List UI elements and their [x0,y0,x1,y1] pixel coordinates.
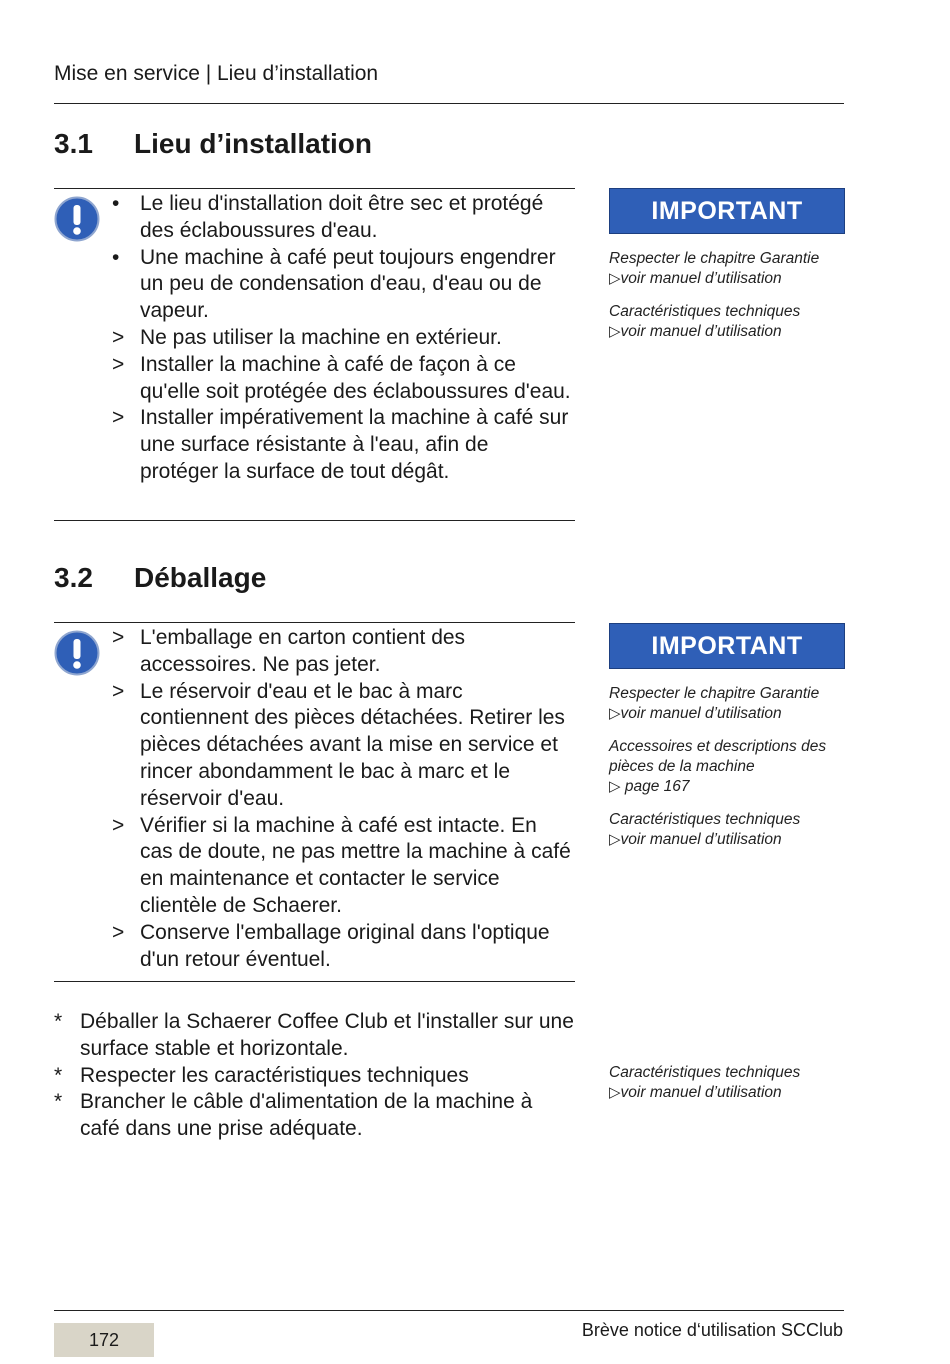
triangle-right-icon: ▷ [609,323,621,340]
side-note [609,684,849,724]
step-mark: * [54,1090,63,1114]
list-mark: > [112,920,125,944]
list-text: Installer la machine à café de façon à ce qu'elle soit protégée des éclaboussures d'eau. [140,352,571,403]
section-heading-3-2 [54,562,266,594]
note-top-rule [54,188,575,189]
step-mark: * [54,1010,63,1033]
side-note-text: Caractéristiques techniques [609,1064,801,1081]
side-note [609,810,849,850]
side-note-link[interactable]: voir manuel d’utilisation [620,705,782,722]
unpacking-list [112,625,572,973]
list-item [112,679,572,813]
list-mark: > [112,813,125,837]
list-text: Vérifier si la machine à café est intacte. En cas de doute, ne pas mettre la machine à café en maintenance et contacter le service clientèle de Schaerer. [140,813,571,917]
list-text: Conserve l'emballage original dans l'optique d'un retour éventuel. [140,920,550,971]
list-mark: • [112,245,120,269]
side-note-link[interactable]: voir manuel d’utilisation [620,323,782,340]
step-text: Déballer la Schaerer Coffee Club et l'installer sur une surface stable et horizontale. [80,1010,574,1060]
list-item [112,191,572,245]
footer-rule [54,1310,844,1311]
side-note [609,249,849,289]
step-item [54,1063,574,1090]
triangle-right-icon: ▷ [609,705,621,722]
section-title: Lieu d’installation [134,128,373,159]
list-text: L'emballage en carton contient des accessoires. Ne pas jeter. [140,626,466,676]
list-item [112,325,572,352]
side-note [609,737,849,797]
side-note [609,1063,849,1103]
section-number: 3.2 [54,562,93,593]
important-banner: IMPORTANT [609,623,845,669]
header-rule [54,103,844,104]
side-note [609,302,849,342]
step-text: Brancher le câble d'alimentation de la machine à café dans une prise adéquate. [80,1090,533,1141]
list-text: Le réservoir d'eau et le bac à marc contiennent des pièces détachées. Retirer les pièces détachées avant la mise en service et rincer abondamment le bac à marc et le réservoir d'eau. [140,679,565,810]
page-number: 172 [54,1323,154,1357]
exclamation-circle-icon [54,196,100,242]
section-heading-3-1 [54,128,372,160]
side-note-link[interactable]: voir manuel d’utilisation [620,1084,782,1101]
list-mark: > [112,406,125,430]
triangle-right-icon: ▷ [609,1084,621,1101]
list-mark: > [112,325,125,349]
list-text: Une machine à café peut toujours engendrer un peu de condensation d'eau, d'eau ou de vapeur. [140,245,556,323]
list-mark: > [112,626,125,649]
important-banner: IMPORTANT [609,188,845,234]
list-item [112,920,572,974]
list-item [112,625,572,679]
step-item [54,1009,574,1063]
step-item [54,1089,574,1143]
section-title: Déballage [134,562,267,593]
side-note-text: Caractéristiques techniques [609,303,801,320]
side-note-link[interactable]: voir manuel d’utilisation [620,270,782,287]
side-note-text: Respecter le chapitre Garantie [609,250,820,267]
list-item [112,245,572,325]
side-note-text: Respecter le chapitre Garantie [609,685,820,702]
triangle-right-icon: ▷ [609,270,621,287]
list-mark: • [112,192,120,215]
list-mark: > [112,352,125,376]
list-text: Installer impérativement la machine à café sur une surface résistante à l'eau, afin de protéger la surface de tout dégât. [140,406,569,483]
list-mark: > [112,679,125,703]
note-bottom-rule [54,981,575,982]
side-note-text: Accessoires et descriptions des pièces de la machine [609,738,827,775]
triangle-right-icon: ▷ [609,778,621,795]
step-mark: * [54,1063,63,1087]
running-header: Mise en service | Lieu d’installation [54,62,379,85]
list-item [112,352,572,406]
document-title: Brève notice d‘utilisation SCClub [581,1320,843,1340]
steps-list [54,1009,574,1143]
section-number: 3.1 [54,128,93,159]
step-text: Respecter les caractéristiques techniques [80,1063,469,1087]
note-top-rule [54,622,575,623]
list-text: Le lieu d'installation doit être sec et protégé des éclaboussures d'eau. [140,192,544,242]
triangle-right-icon: ▷ [609,831,621,848]
note-bottom-rule [54,520,575,521]
side-note-link[interactable]: page 167 [624,778,690,795]
installation-list [112,191,572,486]
exclamation-circle-icon [54,630,100,676]
list-text: Ne pas utiliser la machine en extérieur. [140,325,502,349]
list-item [112,405,572,485]
side-note-text: Caractéristiques techniques [609,811,801,828]
list-item [112,813,572,920]
side-note-link[interactable]: voir manuel d’utilisation [620,831,782,848]
